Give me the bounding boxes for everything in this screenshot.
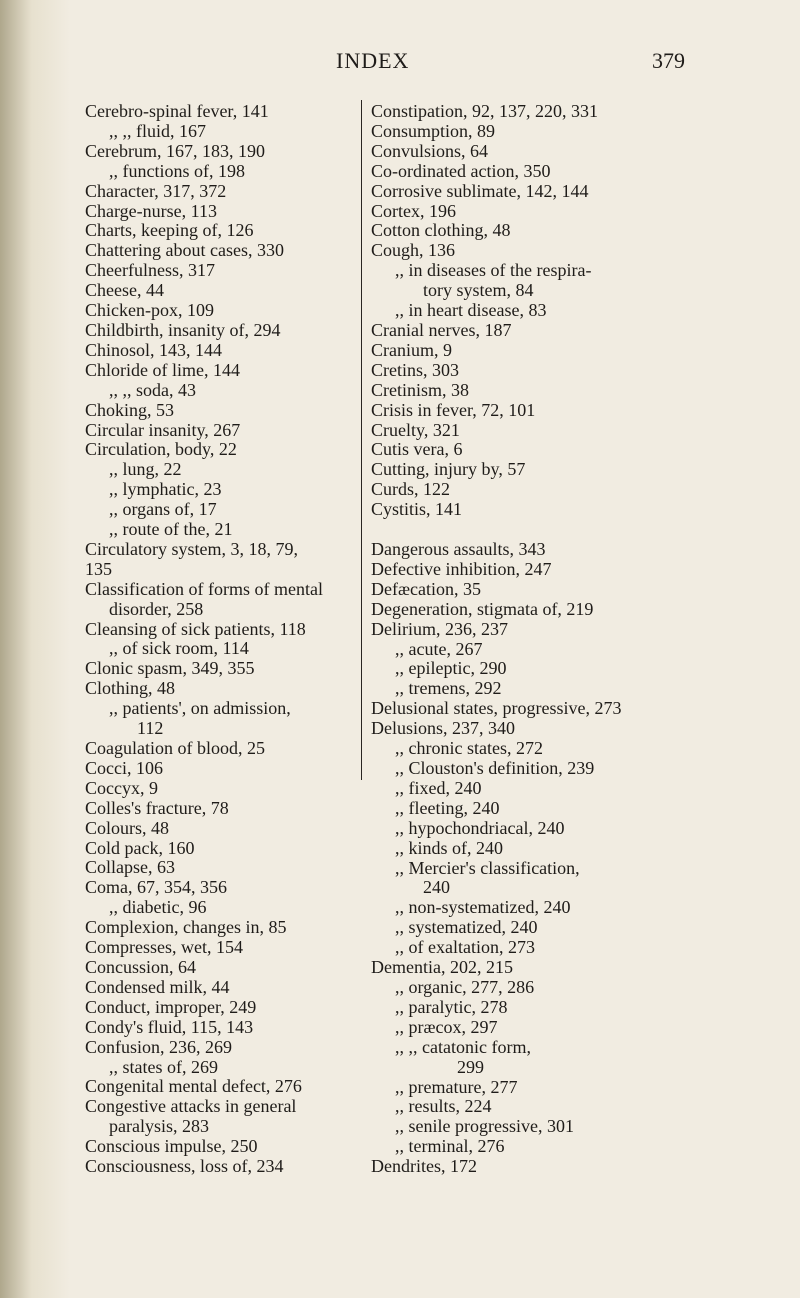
index-subentry: ,, diabetic, 96 — [109, 897, 207, 918]
index-entry: Coagulation of blood, 25 — [85, 738, 265, 758]
index-entry: Dangerous assaults, 343 — [371, 539, 546, 560]
column-divider — [361, 100, 362, 780]
index-subentry: ,, systematized, 240 — [395, 917, 538, 938]
index-entry: Cocci, 106 — [85, 757, 163, 778]
index-entry: Consciousness, loss of, 234 — [85, 1156, 284, 1177]
index-subentry: ,, in heart disease, 83 — [395, 300, 547, 321]
index-subentry: ,, ,, fluid, 167 — [109, 120, 206, 141]
index-entry: Chattering about cases, 330 — [85, 240, 284, 261]
index-entry: Curds, 122 — [371, 479, 451, 500]
index-entry: Cutis vera, 6 — [371, 439, 463, 460]
index-subentry: ,, of sick room, 114 — [109, 638, 249, 659]
index-entry: Dendrites, 172 — [371, 1156, 477, 1177]
index-entry: Corrosive sublimate, 142, 144 — [371, 180, 589, 201]
index-subentry: ,, lymphatic, 23 — [109, 479, 222, 500]
index-entry: Circular insanity, 267 — [85, 419, 241, 440]
index-entry: Circulation, body, 22 — [85, 439, 237, 460]
index-subentry: paralysis, 283 — [109, 1116, 209, 1137]
index-entry: Condensed milk, 44 — [85, 976, 230, 997]
index-entry: Congenital mental defect, 276 — [85, 1076, 302, 1097]
index-entry: Cranial nerves, 187 — [371, 319, 512, 340]
index-entry: Confusion, 236, 269 — [85, 1036, 233, 1057]
page-header — [0, 48, 800, 78]
index-subentry: ,, premature, 277 — [395, 1076, 518, 1097]
index-entry: Character, 317, 372 — [85, 180, 227, 201]
index-entry: Coma, 67, 354, 356 — [85, 877, 227, 898]
index-entry: Clothing, 48 — [85, 678, 176, 699]
index-entry: Crisis in fever, 72, 101 — [371, 399, 536, 420]
index-entry: Constipation, 92, 137, 220, 331 — [371, 101, 599, 121]
index-subentry: ,, tremens, 292 — [395, 678, 502, 699]
index-entry: Degeneration, stigmata of, 219 — [371, 598, 594, 619]
index-entry: Classification of forms of mental — [85, 578, 323, 599]
index-subentry: ,, in diseases of the respira- — [395, 260, 592, 281]
index-entry: Delusional states, progressive, 273 — [371, 698, 622, 719]
index-subentry: ,, chronic states, 272 — [395, 738, 543, 759]
index-entry: Collapse, 63 — [85, 857, 175, 878]
index-subentry: ,, hypochondriacal, 240 — [395, 817, 565, 838]
index-subentry: ,, senile progressive, 301 — [395, 1116, 574, 1137]
index-subentry: ,, acute, 267 — [395, 638, 483, 659]
index-entry: Cutting, injury by, 57 — [371, 459, 526, 480]
index-subentry: ,, Mercier's classification, — [395, 857, 580, 878]
index-entry: Dementia, 202, 215 — [371, 957, 513, 978]
index-entry: Consumption, 89 — [371, 120, 496, 141]
index-entry: Cheerfulness, 317 — [85, 260, 215, 281]
index-entry: Chloride of lime, 144 — [85, 359, 240, 380]
index-subentry: ,, non-systematized, 240 — [395, 897, 571, 918]
index-entry: Charts, keeping of, 126 — [85, 220, 254, 241]
index-subentry: ,, ,, catatonic form, — [395, 1036, 531, 1057]
index-subentry: ,, kinds of, 240 — [395, 837, 503, 858]
index-entry: Compresses, wet, 154 — [85, 937, 243, 958]
index-entry: Chicken-pox, 109 — [85, 300, 214, 321]
index-subentry: ,, præcox, 297 — [395, 1016, 498, 1037]
index-subentry: ,, organic, 277, 286 — [395, 976, 535, 997]
index-entry: Choking, 53 — [85, 399, 175, 420]
index-entry: Cotton clothing, 48 — [371, 220, 511, 241]
index-subentry: ,, patients', on admission, — [109, 698, 291, 719]
index-entry: Concussion, 64 — [85, 956, 197, 977]
index-subentry: ,, terminal, 276 — [395, 1136, 505, 1157]
index-subentry: ,, epileptic, 290 — [395, 658, 507, 679]
index-entry: Circulatory system, 3, 18, 79, — [85, 538, 298, 559]
index-entry: Defæcation, 35 — [371, 578, 481, 599]
index-entry: Cruelty, 321 — [371, 419, 460, 440]
index-subentry: ,, states of, 269 — [109, 1056, 218, 1077]
index-subentry: ,, results, 224 — [395, 1096, 492, 1117]
index-entry: Complexion, changes in, 85 — [85, 917, 287, 938]
index-subentry: ,, functions of, 198 — [109, 160, 245, 181]
index-subentry: disorder, 258 — [109, 598, 204, 619]
index-entry: Cerebro-spinal fever, 141 — [85, 101, 269, 121]
index-entry: Defective inhibition, 247 — [371, 558, 552, 579]
index-subentry: ,, ,, soda, 43 — [109, 379, 196, 400]
running-title: INDEX — [336, 48, 410, 73]
index-entry: Condy's fluid, 115, 143 — [85, 1016, 254, 1037]
index-entry: Cretins, 303 — [371, 359, 459, 380]
index-entry: Clonic spasm, 349, 355 — [85, 658, 255, 679]
index-entry: Cretinism, 38 — [371, 379, 469, 400]
index-subentry: ,, Clouston's definition, 239 — [395, 758, 595, 778]
index-entry: Colles's fracture, 78 — [85, 797, 229, 818]
index-subentry: tory system, 84 — [423, 280, 534, 301]
index-column-right — [371, 102, 671, 1177]
index-subentry: ,, route of the, 21 — [109, 519, 233, 540]
index-entry: Cleansing of sick patients, 118 — [85, 618, 306, 639]
index-entry: Conduct, improper, 249 — [85, 996, 257, 1017]
index-entry: Congestive attacks in general — [85, 1096, 297, 1117]
page-edge-shadow — [0, 0, 70, 1298]
index-entry: Cranium, 9 — [371, 339, 452, 360]
index-entry: Coccyx, 9 — [85, 777, 158, 798]
index-entry: 135 — [85, 558, 112, 579]
index-entry: Cerebrum, 167, 183, 190 — [85, 140, 265, 161]
index-subentry: ,, lung, 22 — [109, 459, 182, 480]
section-gap — [371, 520, 671, 540]
index-subentry: ,, organs of, 17 — [109, 499, 217, 520]
index-subentry: ,, fixed, 240 — [395, 777, 482, 798]
page-number: 379 — [652, 48, 685, 73]
index-entry: Cortex, 196 — [371, 200, 456, 221]
index-entry: Cystitis, 141 — [371, 499, 463, 520]
index-subentry: 240 — [423, 877, 450, 898]
index-entry: Convulsions, 64 — [371, 140, 489, 161]
index-entry: Charge-nurse, 113 — [85, 200, 217, 221]
index-entry: Colours, 48 — [85, 817, 170, 838]
index-subentry: 112 — [137, 718, 164, 739]
index-subentry: ,, paralytic, 278 — [395, 996, 508, 1017]
index-subentry: ,, fleeting, 240 — [395, 797, 500, 818]
index-subentry: ,, of exaltation, 273 — [395, 937, 535, 958]
index-entry: Cheese, 44 — [85, 280, 164, 301]
index-column-left — [85, 102, 355, 1177]
index-entry: Delirium, 236, 237 — [371, 618, 508, 639]
index-entry: Delusions, 237, 340 — [371, 718, 515, 739]
index-entry: Co-ordinated action, 350 — [371, 160, 551, 181]
index-subentry: 299 — [457, 1056, 484, 1077]
index-entry: Cough, 136 — [371, 240, 456, 261]
index-entry: Cold pack, 160 — [85, 837, 195, 858]
index-entry: Childbirth, insanity of, 294 — [85, 319, 281, 340]
index-entry: Chinosol, 143, 144 — [85, 339, 223, 360]
index-entry: Conscious impulse, 250 — [85, 1136, 258, 1157]
